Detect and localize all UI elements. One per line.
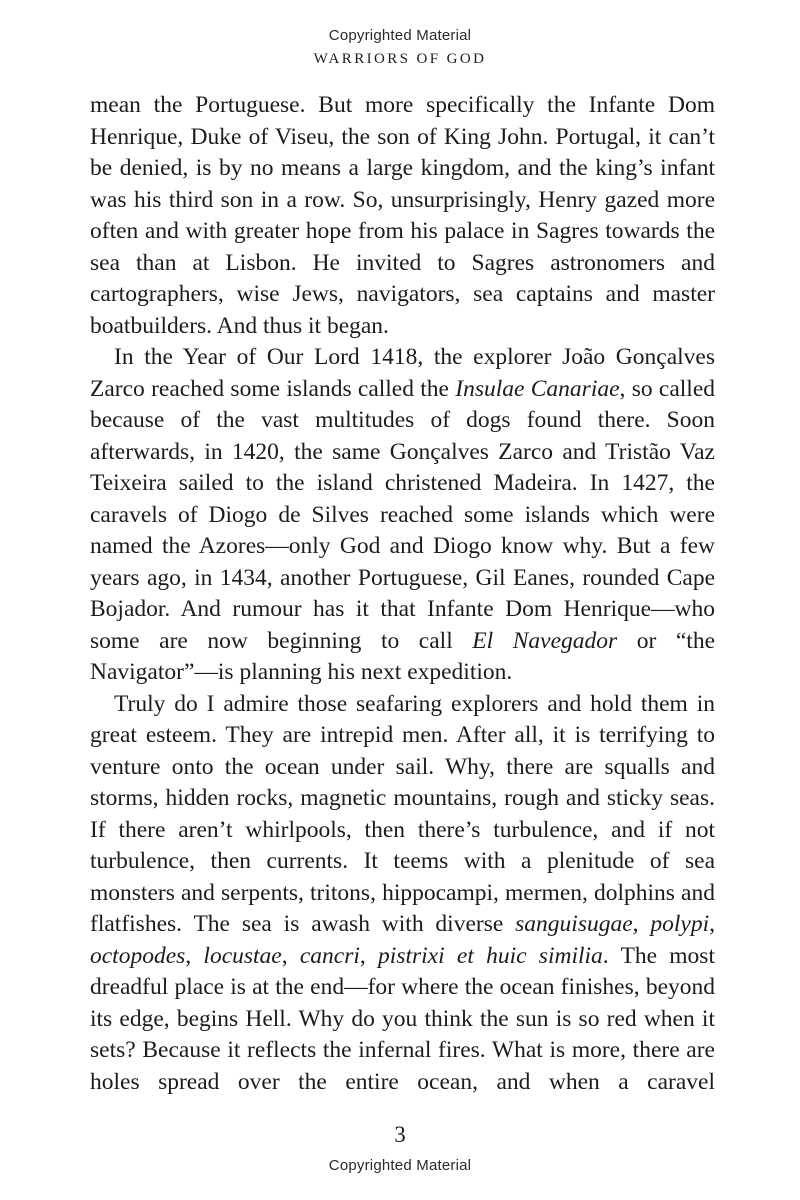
paragraph-text: , [632,911,651,937]
copyright-watermark-top: Copyrighted Material [328,27,472,44]
paragraph-text: , [281,942,300,969]
paragraph [90,689,715,1099]
paragraph-text: , [709,911,715,937]
italic-phrase: Insulae Canariae [455,375,620,402]
paragraph-text: , [359,942,379,969]
copyright-watermark-bottom: Copyrighted Material [328,1157,472,1174]
paragraph [90,342,715,689]
italic-phrase: octopodes [90,942,186,969]
paragraph [90,90,715,342]
italic-phrase: pistrixi et huic similia [378,942,603,969]
italic-phrase: polypi [650,911,710,937]
italic-phrase: sanguisugae [515,911,633,937]
running-head: WARRIORS OF GOD [313,51,487,67]
paragraph-text: In the Year of Our Lord 1418, the explorer João Gonçalves Zarco reached some islands called the [90,344,715,402]
paragraph-text: Truly do I admire those seafaring explorers and hold them in great esteem. They are intrepid men. After all, it is terrifying to venture onto the ocean under sail. Why, there are squalls and storms, hidden rocks, magnetic mountains, rough and sticky seas. If there aren’t whirlpools, then there’s turbulence, and if not turbulence, then currents. It teems with a plenitude of sea monsters and serpents, tritons, hippocampi, mermen, dolphins and flatfishes. The sea is awash with diverse [90,690,715,937]
paragraph-text: or “the Navigator”—is planning his next expedition. [90,627,715,685]
body-text [90,90,715,1098]
italic-phrase: locustae [203,942,282,969]
italic-phrase: El Navegador [472,627,618,654]
paragraph-text: . The most dreadful place is at the end—for where the ocean finishes, beyond its edge, begins Hell. Why do you think the sun is so red when it sets? Because it reflects the infernal fires. What is more, there are holes spread over the entire ocean, and when a caravel [90,942,715,1095]
page-number: 3 [394,1122,406,1147]
paragraph-text: , [185,942,204,969]
italic-phrase: cancri [299,942,360,969]
paragraph-text: , so called because of the vast multitudes of dogs found there. Soon afterwards, in 1420, the same Gonçalves Zarco and Tristão Vaz Teixeira sailed to the island christened Madeira. In 1427, the caravels of Diogo de Silves reached some islands which were named the Azores—only God and Diogo know why. But a few years ago, in 1434, another Portuguese, Gil Eanes, rounded Cape Bojador. And rumour has it that Infante Dom Henrique—who some are now beginning to call [90,375,715,654]
paragraph-text: mean the Portuguese. But more specifically the Infante Dom Henrique, Duke of Viseu, the son of King John. Portugal, it can’t be denied, is by no means a large kingdom, and the king’s infant was his third son in a row. So, unsurprisingly, Henry gazed more often and with greater hope from his palace in Sagres towards the sea than at Lisbon. He invited to Sagres astronomers and cartographers, wise Jews, navigators, sea captains and master boatbuilders. And thus it began. [90,92,715,339]
